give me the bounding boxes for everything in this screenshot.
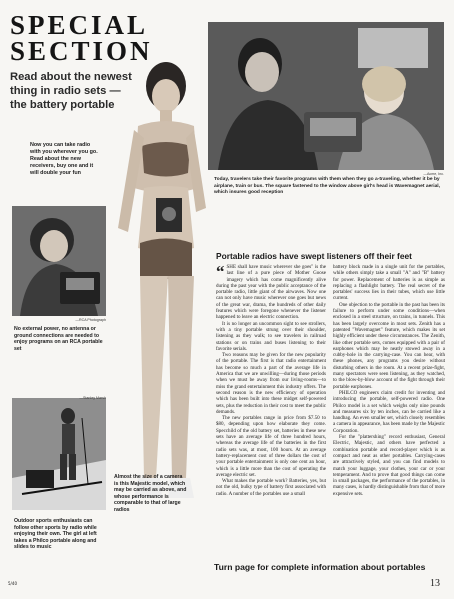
article-column-1 <box>216 264 326 497</box>
article-paragraph: PHILCO engineers claim credit for inventing and introducing the portable, self-powered radio. One Philco model is a set which weighs only nine pounds and measures six by ten inches, can be carried like a handbag. An even smaller set, which closely resembles a camera in appearance, has been made by the Majestic Corporation. <box>333 389 445 434</box>
left-photo-1 <box>12 206 106 316</box>
article-paragraph: What makes the portable work? Batteries, yes, but not the old, bulky type of battery first associated with radio. A number of the portables use a small <box>216 478 326 497</box>
article-paragraph: The new portables range in price from $7.50 to $80, depending upon how elaborate they come. Specchild of the old battery set, batteries in these new sets have an average life of three hundred hours, whereas the average life of the batteries in the first radio sets was, at most, 100 hours. At an average battery-replacement cost of three dollars the cost of your portable entertainment is only one cent an hour, which is a little more than the cost of operating the average electric set. <box>216 415 326 478</box>
article-paragraph: Two reasons may be given for the new popularity of the portable. The first is that radio entertainment has become so much a part of the average life in America that we are unwilling—during those periods when we must be away from our living-rooms—to miss the grand entertainment this industry offers. The second reason is the new efficiency of operation which has been built into these midget self-powered sets, plus the reduction in their cost to meet the public demands. <box>216 352 326 415</box>
article-paragraph: It is no longer an uncommon sight to see strollers, with a tiny portable strung over their shoulder, listening as they walk; to see travelers in railroad stations or on trains and buses listening to their favorite serials. <box>216 320 326 352</box>
drop-cap: “ <box>216 262 225 281</box>
camera-caption: Almost the size of a camera is this Majestic model, which may be carried as above, and whose performance is comparable to that of large radios <box>114 474 187 513</box>
article-paragraph: One objection to the portable in the past has been its failure to perform under some conditions—when enclosed in a steel structure, on trains, in tunnels. This has been largely overcome in most sets. Zenith has a patented "Wavemagnet" feature, which makes its set highly efficient under these circumstances. The Zenith, like other portable sets, comes equipped with a pair of earphones which may be neatly stowed away in a cubby-hole in the carrying-case. You can hear, with these phones, any programs you desire without disturbing others in the room. At a recent prize-fight, many spectators were seen listening, as they watched, to the blow-by-blow account of the fight through their portable earphones. <box>333 301 445 390</box>
top-photo-caption: Today, travelers take their favorite programs with them when they go a-traveling, whether it be by airplane, train or bus. The square fastened to the window above girl's head is Wavemagnet aerial, which insures good reception <box>214 177 441 195</box>
article-paragraph: battery block made in a single unit for the portables, while others simply take a small "A" and "B" battery for power. Replacement of batteries is as simple as replacing a flashlight battery. The real secret of the portables' success lies in their tubes, which use little current. <box>333 264 445 302</box>
left-photo-1-credit: —RCA Photograph <box>75 318 106 322</box>
section-title-line-1: SPECIAL <box>10 10 149 40</box>
article-paragraph: For the "plattershing" record enthusiast, General Electric, Majestic, and others have perfected a combination portable and record-player which is as compact and neat as other portables. Carrying-cases are attractively styled, and you can find models to match your luggage, your clothes, your car or your temperament. And to prove that good things can come in small packages, the performance of the portables, in many cases, is hardly distinguishable from that of more expensive sets. <box>333 434 445 497</box>
top-photo-credit: —Acme, Inc. <box>423 172 444 176</box>
section-title-line-2: SECTION <box>10 36 153 66</box>
top-right-photo <box>208 22 444 170</box>
article-paragraph: “ SHE shall have music wherever she goes" is the last line of a pure piece of Mother Goose imagery which has come magnificently alive during the past year with the public acceptance of the portable radio, little giant of the airwaves. Now one can not only have music wherever one goes but news of the great war, drama, the hundreds of other daily features which were foregone whenever the listener happened to leave an electric connection. <box>216 262 326 321</box>
page-number: 13 <box>430 578 440 589</box>
deck-text: Read about the newest thing in radio sets — the battery portable <box>10 71 132 111</box>
left-photo-2-caption: Outdoor sports enthusiasts can follow other sports by radio while enjoying their own. The girl at left takes a Philco portable along and slides to music <box>14 518 97 551</box>
continuation-line: Turn page for complete information about portables <box>214 562 426 572</box>
left-photo-2 <box>12 398 106 510</box>
article-headline: Portable radios have swept listeners off their feet <box>216 251 412 261</box>
left-photo-1-caption: No external power, no antenna or ground connections are needed to enjoy programs on an RCA portable set <box>14 326 103 352</box>
issue-folio: 5/40 <box>8 581 17 586</box>
center-caption: Now you can take radio with you wherever you go. Read about the new receivers, buy one and it will double your fun <box>30 142 98 176</box>
left-photo-2-credit: —Stanley Marsh <box>79 396 106 400</box>
article-column-2 <box>333 264 445 497</box>
